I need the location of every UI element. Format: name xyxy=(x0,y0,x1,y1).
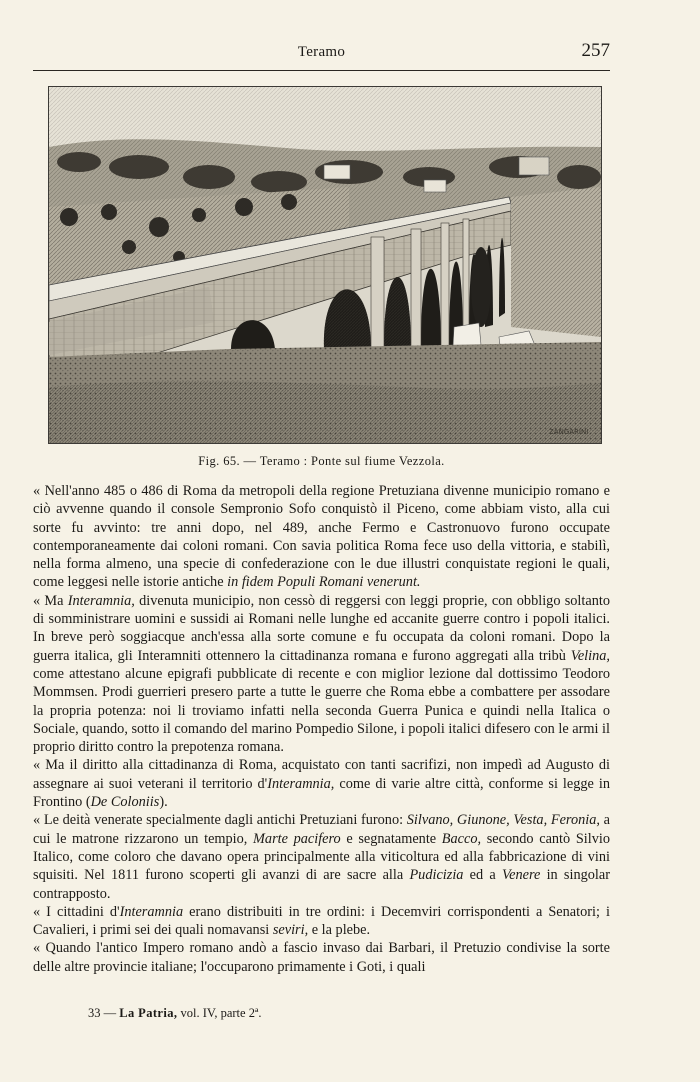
text-run: « Ma il diritto alla cittadinanza di Roma, acquistato con tanti sacrifizi, non impedì ad Augusto di assegnare ai suoi veterani il territorio d' xyxy=(33,757,610,792)
text-run: e la plebe. xyxy=(308,922,371,939)
page-number: 257 xyxy=(581,40,610,61)
paragraph xyxy=(33,482,610,592)
paragraph xyxy=(33,592,610,757)
text-run: ed a xyxy=(463,867,502,884)
text-run: ). xyxy=(159,794,168,811)
text-run: e segnatamente xyxy=(340,830,442,847)
paragraph xyxy=(33,811,610,902)
engraver-signature: ZANGARINI xyxy=(549,428,589,436)
text-run: come di varie altre città, conforme si legge in Frontino ( xyxy=(33,775,610,811)
body-text xyxy=(33,482,610,976)
italic-run: Silvano, Giunone, Vesta, Feronia, xyxy=(406,812,600,829)
text-run: secondo cantò Silvio Italico, come coloro che davano opera principalmente alla viticoltura ed alla fabbricazione di vini squisiti. Nel 1811 furono scoperti gli avanzi di are sacre alla xyxy=(33,830,610,884)
footer-volume: vol. IV, parte 2ª. xyxy=(180,1006,262,1020)
text-run: « Ma xyxy=(33,592,68,609)
footer-signature: 33 — xyxy=(88,1006,117,1020)
page-header xyxy=(33,40,610,70)
italic-run: Interamnia, xyxy=(67,592,135,609)
paragraph xyxy=(33,939,610,976)
italic-run: Pudicizia xyxy=(409,867,464,884)
text-run: come attestano alcune epigrafi pubblicate di recente e con miglior lezione dal dottissimo Teodoro Mommsen. Prodi guerrieri presero parte a tutte le guerre che Roma ebbe a combattere per assodare la propria potenza: noi li troviamo infatti nella seconda Guerra Punica e quindi nella Italica o Sociale, quando, sotto il comando del marino Pompedio Silone, i popoli italici difesero con le armi il proprio diritto contro la prepotenza romana. xyxy=(33,665,610,756)
figure-bridge-engraving xyxy=(48,86,602,444)
italic-run: seviri, xyxy=(272,922,309,939)
paragraph xyxy=(33,756,610,811)
italic-run: Bacco, xyxy=(441,830,482,847)
page-footer xyxy=(88,1006,262,1021)
italic-run: Velina, xyxy=(570,647,610,664)
paragraph xyxy=(33,903,610,940)
text-run: a cui le matrone rizzarono un tempio, xyxy=(33,812,610,847)
bridge-illustration xyxy=(49,87,601,443)
text-run: « I cittadini d' xyxy=(33,903,120,920)
text-run: erano distribuiti in tre ordini: i Decemviri corrispondenti a Senatori; i Cavalieri, i primi sei dei quali nomavansi xyxy=(33,903,610,939)
italic-run: Interamnia, xyxy=(267,775,335,792)
italic-run: Marte pacifero xyxy=(253,830,341,847)
figure-caption: Fig. 65. — Teramo : Ponte sul fiume Vezzola. xyxy=(198,454,445,468)
italic-run: in fidem Populi Romani venerunt. xyxy=(227,574,421,591)
italic-run: Venere xyxy=(501,867,541,884)
text-run: « Quando l'antico Impero romano andò a fascio invaso dai Barbari, il Pretuzio condivise la sorte delle altre provincie italiane; l'occuparono primamente i Goti, i quali xyxy=(33,940,610,975)
text-run: « Nell'anno 485 o 486 di Roma da metropoli della regione Pretuziana divenne municipio romano e ciò avvenne quando il console Sempronio Sofo conquistò il Piceno, come abbiam visto, alla cui sorte fu avvinto: tre anni dopo, nel 489, anche Fermo e Castronuovo furono occupate contemporaneamente dai coloni romani. Con savia politica Roma fece uso della vittoria, e stabilì, nella forma almeno, una specie di confederazione con le due illustri conquistate regioni le quali, come leggesi nelle istorie antiche xyxy=(33,483,610,591)
footer-title: La Patria, xyxy=(119,1006,178,1020)
text-run: divenuta municipio, non cessò di reggersi con leggi proprie, con obbligo soltanto di somministrare uomini e sussidi ai Romani nelle lunghe ed accanite guerre contro i popoli italici. In breve però soggiacque anch'essa alla sorte comune e fu occupata da coloni romani. Dopo la guerra italica, gli Interamniti ottennero la cittadinanza romana e furono aggregati alla tribù xyxy=(33,592,610,664)
italic-run: Interamnia xyxy=(119,903,184,920)
italic-run: De Coloniis xyxy=(90,794,160,811)
text-run: in singolar contrapposto. xyxy=(33,867,610,902)
text-run: « Le deità venerate specialmente dagli antichi Pretuziani furono: xyxy=(33,812,407,829)
header-rule xyxy=(33,70,610,71)
running-title: Teramo xyxy=(297,44,346,60)
